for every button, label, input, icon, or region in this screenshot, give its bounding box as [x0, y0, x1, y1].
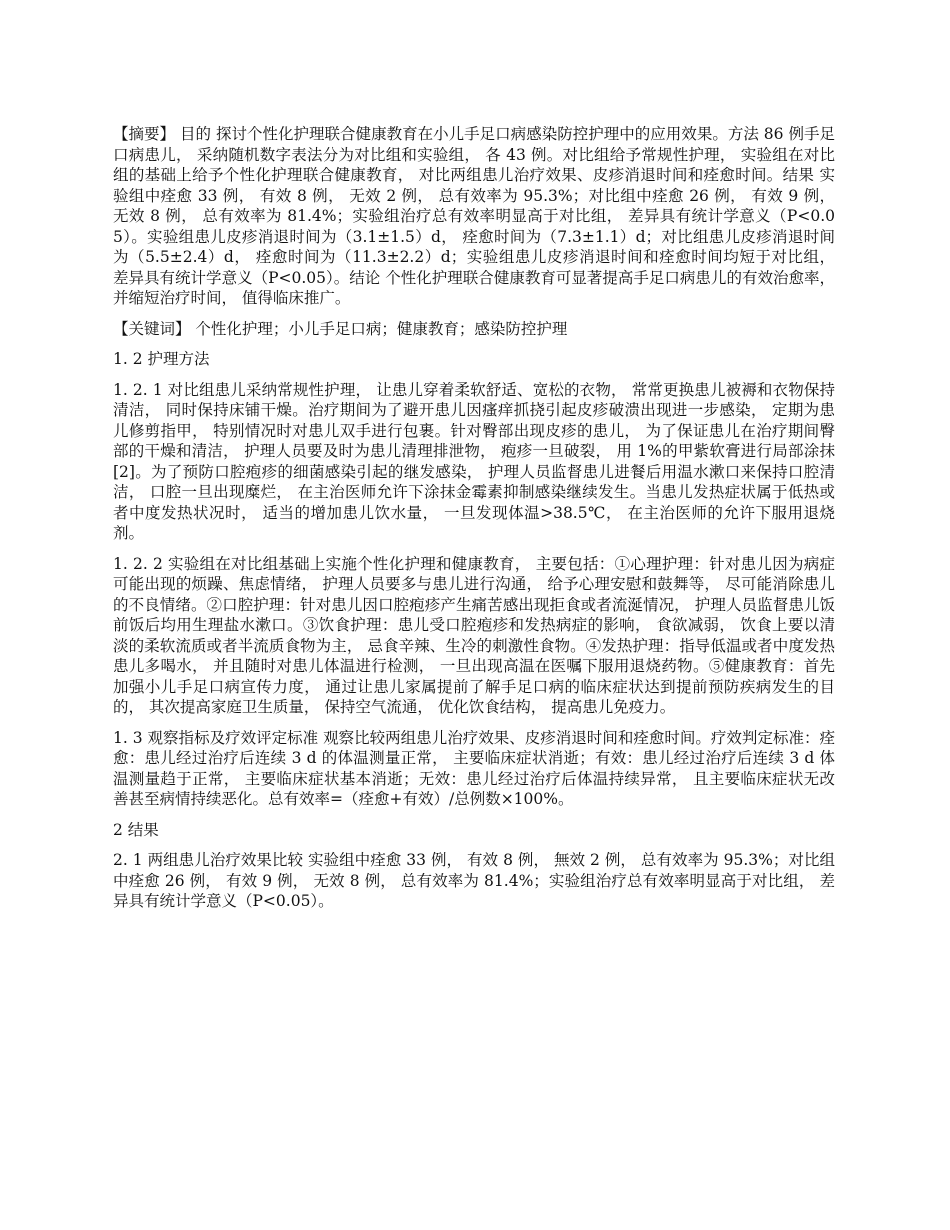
- paragraph-observation-criteria: 1. 3 观察指标及疗效评定标准 观察比较两组患儿治疗效果、皮疹消退时间和痊愈时间。疗效判定标准：痊愈：患儿经过治疗后连续 3 d 的体温测量正常， 主要临床症状消逝；有效：患儿经过治疗后连续 3 d 体温测量趋于正常， 主要临床症状基本消逝；无效：患儿经过治疗后体温持续异常， 且主要临床症状无改善甚至病情持续恶化。总有效率=（痊愈+有效）/总例数×100%。: [113, 728, 835, 808]
- paragraph-experimental-group-care: 1. 2. 2 实验组在对比组基础上实施个性化护理和健康教育， 主要包括：①心理护理：针对患儿因为病症可能出现的烦躁、焦虑情绪， 护理人员要多与患儿进行沟通， 给予心理安慰和鼓舞等， 尽可能消除患儿的不良情绪。②口腔护理：针对患儿因口腔疱疹产生痛苦感出现拒食或者流涎情况， 护理人员监督患儿饭前饭后均用生理盐水漱口。③饮食护理：患儿受口腔疱疹和发热病症的影响， 食欲减弱， 饮食上要以清淡的柔软流质或者半流质食物为主， 忌食辛辣、生冷的刺激性食物。④发热护理：指导低温或者中度发热患儿多喝水， 并且随时对患儿体温进行检测， 一旦出现高温在医嘱下服用退烧药物。⑤健康教育：首先加强小儿手足口病宣传力度， 通过让患儿家属提前了解手足口病的临床症状达到提前预防疾病发生的目的， 其次提高家庭卫生质量， 保持空气流通， 优化饮食结构， 提高患儿免疫力。: [113, 554, 835, 716]
- abstract-paragraph: 【摘要】 目的 探讨个性化护理联合健康教育在小儿手足口病感染防控护理中的应用效果。方法 86 例手足口病患儿， 采纳随机数字表法分为对比组和实验组， 各 43 例。对比组给予常规性护理， 实验组在对比组的基础上给予个性化护理联合健康教育， 对比两组患儿治疗效果、皮疹消退时间和痊愈时间。结果 实验组中痊愈 33 例， 有效 8 例， 无效 2 例， 总有效率为 95.3%；对比组中痊愈 26 例， 有效 9 例， 无效 8 例， 总有效率为 81.4%；实验组治疗总有效率明显高于对比组， 差异具有统计学意义（P<0.05）。实验组患儿皮疹消退时间为（3.1±1.5）d， 痊愈时间为（7.3±1.1）d；对比组患儿皮疹消退时间为（5.5±2.4）d， 痊愈时间为（11.3±2.2）d；实验组患儿皮疹消退时间和痊愈时间均短于对比组， 差异具有统计学意义（P<0.05）。结论 个性化护理联合健康教育可显著提高手足口病患儿的有效治愈率， 并缩短治疗时间， 值得临床推广。: [113, 125, 835, 307]
- section-heading-results: 2 结果: [113, 820, 159, 839]
- paragraph-control-group-care: 1. 2. 1 对比组患儿采纳常规性护理， 让患儿穿着柔软舒适、宽松的衣物， 常常更换患儿被褥和衣物保持清洁， 同时保持床铺干燥。治疗期间为了避开患儿因瘙痒抓挠引起皮疹破溃出现进一步感染， 定期为患儿修剪指甲， 特别情况时对患儿双手进行包裹。针对臀部出现皮疹的患儿， 为了保证患儿在治疗期间臀部的干燥和清洁， 护理人员要及时为患儿清理排泄物， 疱疹一旦破裂， 用 1%的甲紫软膏进行局部涂抹[2]。为了预防口腔疱疹的细菌感染引起的继发感染， 护理人员监督患儿进餐后用温水漱口来保持口腔清洁， 口腔一旦出现糜烂， 在主治医师允许下涂抹金霉素抑制感染继续发生。当患儿发热症状属于低热或者中度发热状况时， 适当的增加患儿饮水量， 一旦发现体温>38.5℃， 在主治医师的允许下服用退烧剂。: [113, 380, 835, 542]
- document-page: [113, 124, 835, 922]
- keywords-paragraph: 【关键词】 个性化护理；小儿手足口病；健康教育；感染防控护理: [113, 319, 568, 338]
- section-heading-nursing-methods: 1. 2 护理方法: [113, 350, 210, 368]
- paragraph-treatment-comparison: 2. 1 两组患儿治疗效果比较 实验组中痊愈 33 例， 有效 8 例， 無效 2 例， 总有效率为 95.3%；对比组中痊愈 26 例， 有效 9 例， 无效 8 例， 总有效率为 81.4%；实验组治疗总有效率明显高于对比组， 差异具有统计学意义（P<0.05）。: [113, 851, 835, 910]
